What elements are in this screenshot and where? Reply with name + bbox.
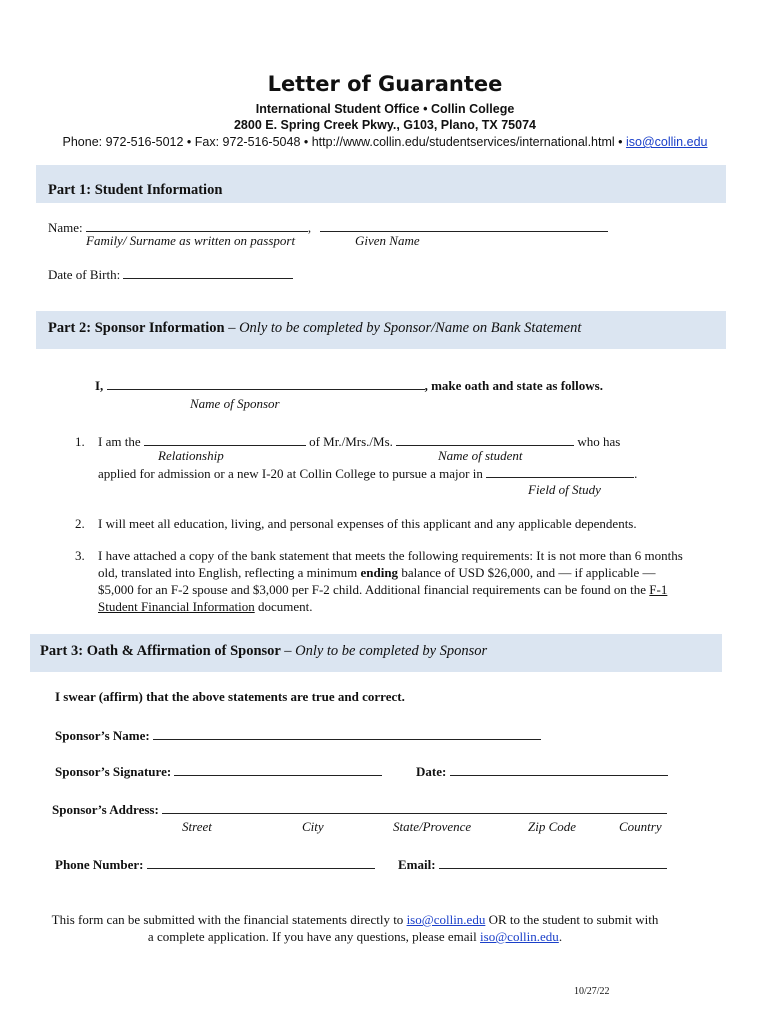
country-caption: Country xyxy=(619,819,662,834)
item1-text-b: of Mr./Mrs./Ms. xyxy=(309,434,393,449)
date-row xyxy=(416,763,668,780)
date-label: Date: xyxy=(416,764,447,779)
item3-text xyxy=(98,547,688,615)
footer-email-link-2[interactable]: iso@collin.edu xyxy=(480,929,559,944)
part3-band xyxy=(30,634,722,672)
item1-num: 1. xyxy=(75,434,85,449)
part2-band xyxy=(36,311,726,349)
address-field[interactable] xyxy=(162,801,667,814)
contact-text: Phone: 972-516-5012 • Fax: 972-516-5048 • http://www.collin.edu/studentservices/international.html • xyxy=(62,135,626,149)
footer-text-d: . xyxy=(558,929,563,944)
city-caption: City xyxy=(302,819,324,834)
footer-email-link-1[interactable]: iso@collin.edu xyxy=(406,912,486,927)
sponsor-name-field[interactable] xyxy=(153,727,541,740)
student-name-field[interactable] xyxy=(396,433,574,446)
oath-prefix: I, xyxy=(95,378,104,393)
financial-info-link[interactable]: F-1 Student Financial Information xyxy=(98,582,668,614)
phone-field[interactable] xyxy=(147,856,375,869)
relationship-caption: Relationship xyxy=(158,448,224,463)
email-field[interactable] xyxy=(439,856,667,869)
family-name-field[interactable] xyxy=(86,219,308,232)
address-label: Sponsor’s Address: xyxy=(52,802,159,817)
dob-field[interactable] xyxy=(123,266,293,279)
swear-text: I swear (affirm) that the above statements are true and correct. xyxy=(55,689,405,704)
field-caption: Field of Study xyxy=(528,482,601,497)
name-label: Name: xyxy=(48,220,83,235)
item3-text-c: document. xyxy=(254,599,313,614)
dob-row xyxy=(48,266,293,283)
name-row: Name: , xyxy=(48,219,608,236)
part1-band xyxy=(36,165,726,203)
street-caption: Street xyxy=(182,819,212,834)
revision-date: 10/27/22 xyxy=(574,986,610,997)
sponsor-name-label: Sponsor’s Name: xyxy=(55,728,150,743)
part1-heading: Part 1: Student Information xyxy=(48,182,223,198)
item1-line2-text: applied for admission or a new I-20 at Collin College to pursue a major in xyxy=(98,466,483,481)
footer-text-b: OR to the student to submit with xyxy=(485,912,659,927)
item2-text: I will meet all education, living, and personal expenses of this applicant and any applicable dependents. xyxy=(98,516,637,531)
signature-field[interactable] xyxy=(174,763,382,776)
office-line: International Student Office • Collin College xyxy=(255,102,515,116)
given-caption: Given Name xyxy=(355,233,420,248)
item1-text-a: I am the xyxy=(98,434,141,449)
oath-row xyxy=(95,377,603,394)
part2-heading-row xyxy=(48,320,581,337)
sponsor-caption: Name of Sponsor xyxy=(190,396,280,411)
footer-text-a: This form can be submitted with the financial statements directly to xyxy=(51,912,407,927)
student-caption: Name of student xyxy=(438,448,523,463)
part3-heading-note: – Only to be completed by Sponsor xyxy=(284,643,488,659)
contact-line xyxy=(0,135,770,149)
dob-label: Date of Birth: xyxy=(48,267,121,282)
field-of-study-field[interactable] xyxy=(486,465,634,478)
family-caption: Family/ Surname as written on passport xyxy=(86,233,296,248)
signature-row xyxy=(55,763,382,780)
item1-line2: applied for admission or a new I-20 at Collin College to pursue a major in . xyxy=(98,466,638,481)
part2-heading: Part 2: Sponsor Information xyxy=(48,320,225,336)
item1-text-c: who has xyxy=(577,434,621,449)
date-field[interactable] xyxy=(450,763,668,776)
address-line: 2800 E. Spring Creek Pkwy., G103, Plano, TX 75074 xyxy=(233,118,536,132)
given-name-field[interactable] xyxy=(320,219,608,232)
item3-text-b: balance of USD $26,000, and — if applicable — $5,000 for an F-2 spouse and $3,000 per F-2 child. Additional financial requirements can be found on the xyxy=(98,565,656,597)
relationship-field[interactable] xyxy=(144,433,306,446)
item3-bold: ending xyxy=(360,565,399,580)
sponsor-name-oath-field[interactable] xyxy=(107,377,425,390)
phone-row xyxy=(55,856,375,873)
part3-heading: Part 3: Oath & Affirmation of Sponsor xyxy=(40,643,281,659)
zip-caption: Zip Code xyxy=(528,819,577,834)
footer-text-c: a complete application. If you have any questions, please email xyxy=(147,929,481,944)
signature-label: Sponsor’s Signature: xyxy=(55,764,172,779)
footer-line1 xyxy=(0,912,710,928)
email-row xyxy=(398,856,667,873)
item3-text-a: I have attached a copy of the bank statement that meets the following requirements: It is not more than 6 months old, translated into English, reflecting a minimum xyxy=(98,548,683,580)
state-caption: State/Provence xyxy=(393,819,472,834)
item3-num: 3. xyxy=(75,548,85,563)
address-row xyxy=(52,801,667,818)
phone-label: Phone Number: xyxy=(55,857,144,872)
email-label: Email: xyxy=(398,857,436,872)
header-email-link[interactable]: iso@collin.edu xyxy=(625,135,708,149)
part3-heading-row xyxy=(40,643,487,660)
oath-suffix: , make oath and state as follows. xyxy=(424,378,603,393)
footer-line2 xyxy=(0,929,710,945)
item2-num: 2. xyxy=(75,516,85,531)
sponsor-name-row xyxy=(55,727,541,744)
part2-heading-note: – Only to be completed by Sponsor/Name on Bank Statement xyxy=(228,320,582,336)
document-title: Letter of Guarantee xyxy=(267,72,503,96)
